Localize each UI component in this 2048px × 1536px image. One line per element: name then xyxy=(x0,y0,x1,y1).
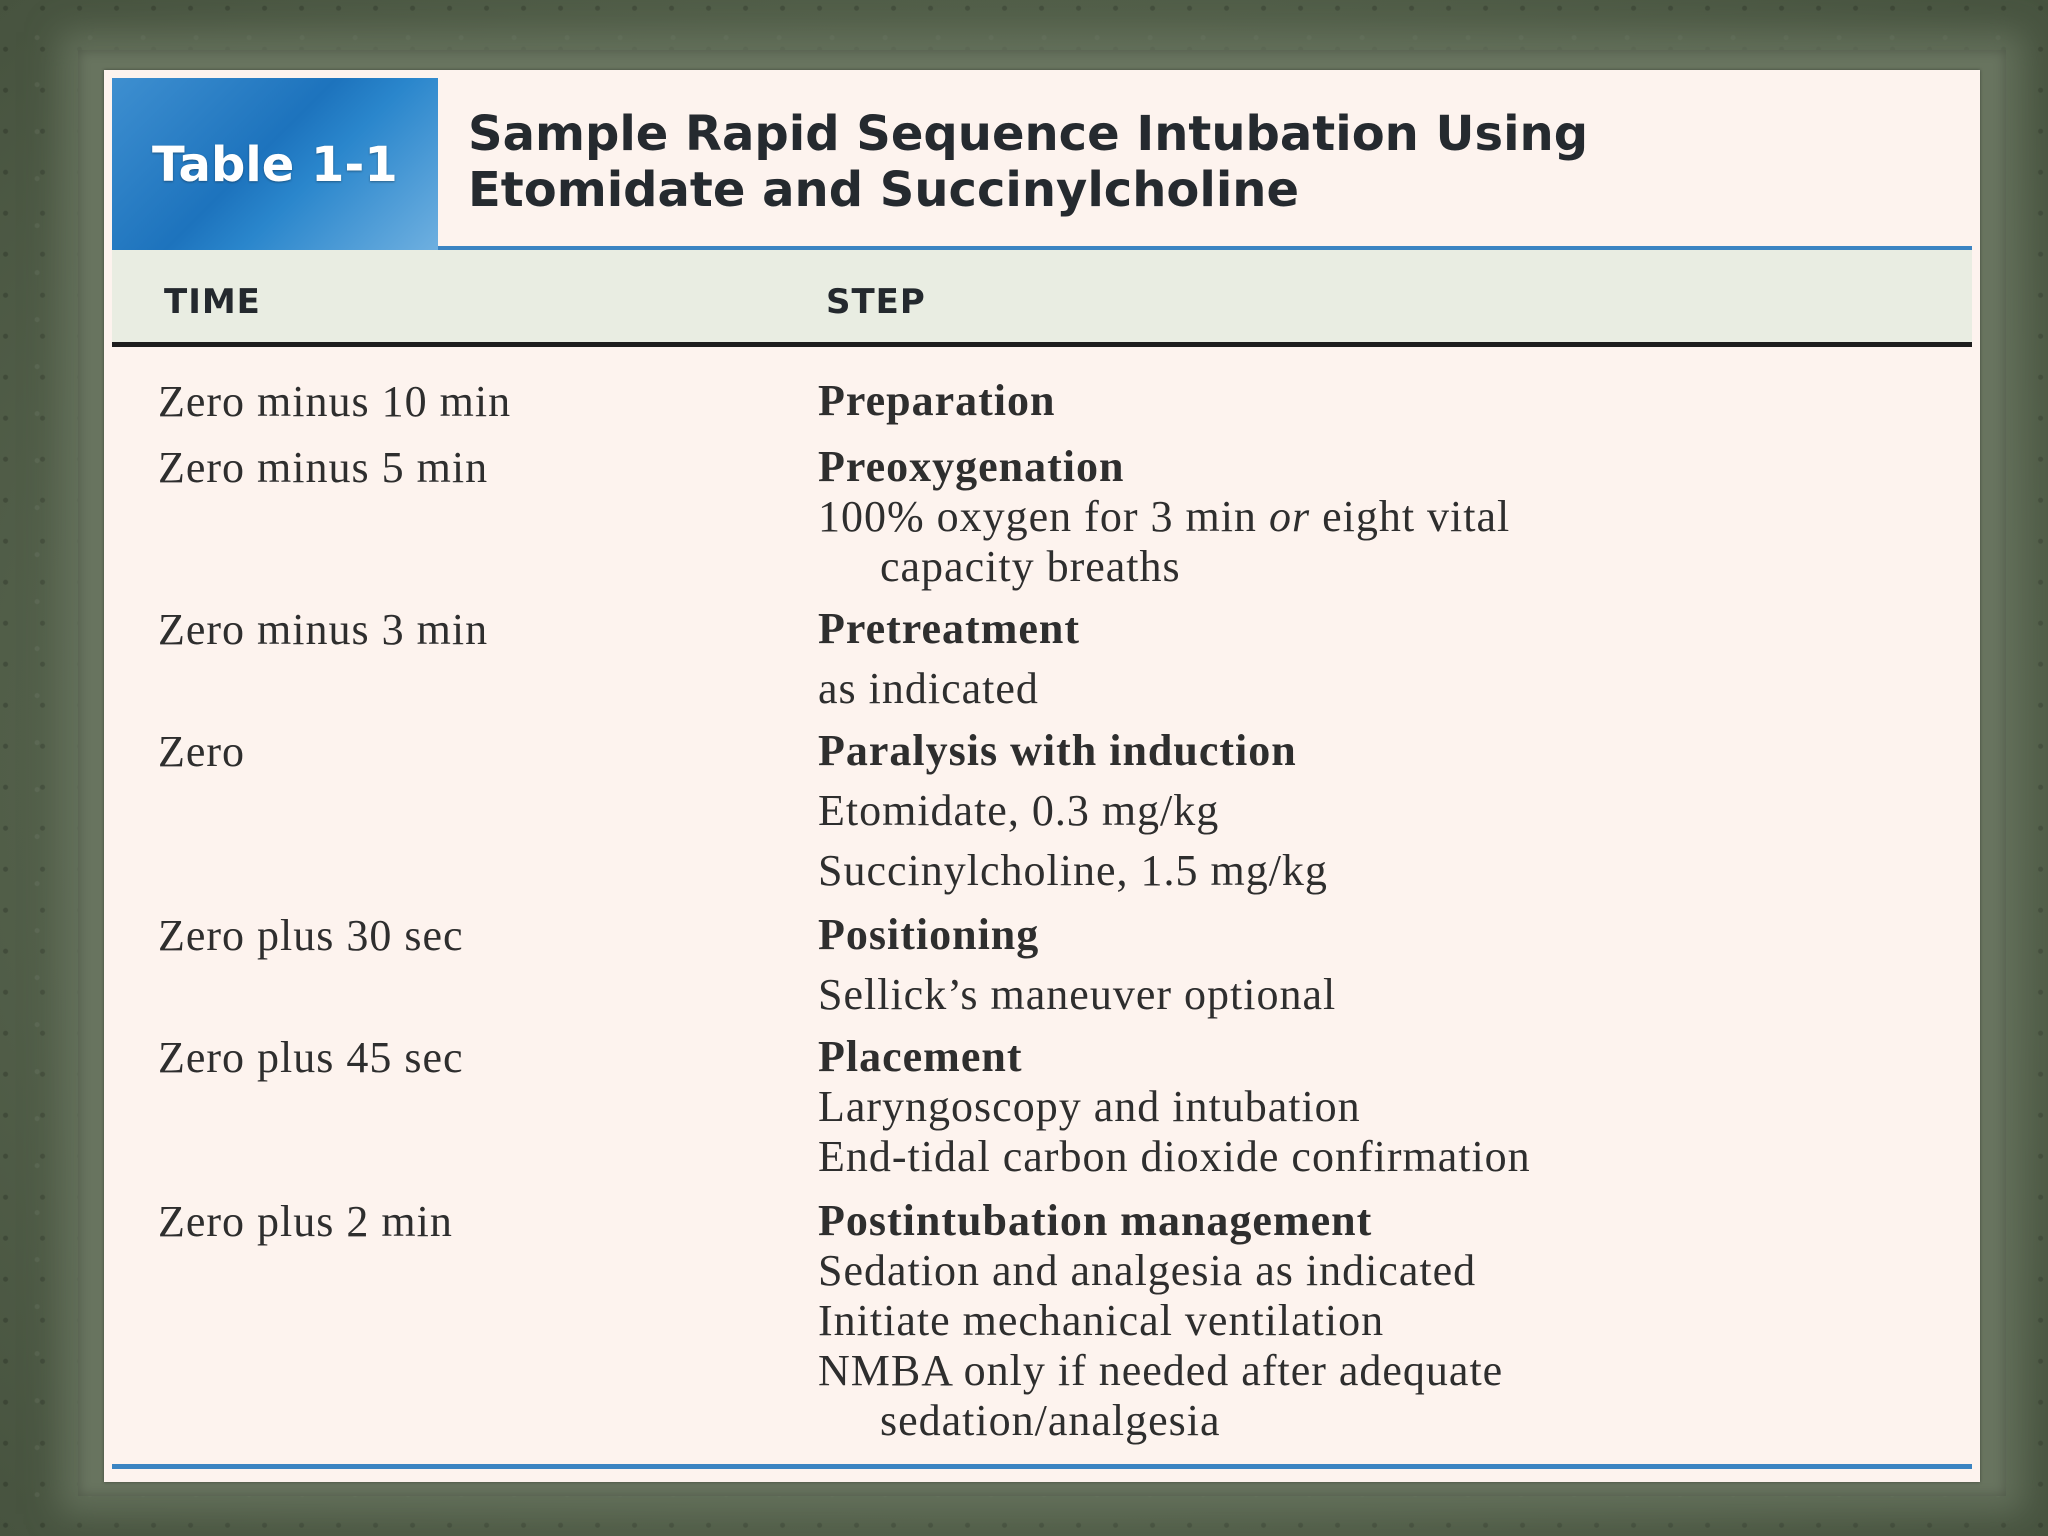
time-cell: Zero minus 10 min xyxy=(158,377,512,426)
table-card xyxy=(104,70,1980,1482)
step-detail: Succinylcholine, 1.5 mg/kg xyxy=(818,846,1328,895)
step-detail: End-tidal carbon dioxide confirmation xyxy=(818,1132,1531,1181)
step-cell xyxy=(818,376,1948,426)
step-detail: as indicated xyxy=(818,664,1039,713)
table-label: Table 1-1 xyxy=(152,137,398,193)
step-detail-text: eight vital xyxy=(1310,492,1511,541)
column-header-time: TIME xyxy=(164,282,261,322)
step-heading: Pretreatment xyxy=(818,604,1081,653)
step-detail: Etomidate, 0.3 mg/kg xyxy=(818,786,1220,835)
step-detail-text: 100% oxygen for 3 min xyxy=(818,492,1269,541)
step-heading: Preoxygenation xyxy=(818,442,1125,491)
step-heading: Postintubation management xyxy=(818,1196,1373,1245)
step-heading: Preparation xyxy=(818,376,1056,425)
column-header-row xyxy=(112,250,1972,342)
time-cell: Zero plus 45 sec xyxy=(158,1033,464,1082)
step-detail-continued: sedation/analgesia xyxy=(880,1396,1221,1445)
header-divider xyxy=(112,342,1972,347)
time-cell: Zero xyxy=(158,727,246,776)
column-header-step: STEP xyxy=(826,282,926,322)
step-detail: Laryngoscopy and intubation xyxy=(818,1082,1361,1131)
bottom-divider xyxy=(112,1464,1972,1469)
step-cell xyxy=(818,442,1948,592)
table-title xyxy=(468,106,1948,218)
step-cell xyxy=(818,604,1948,714)
step-heading: Paralysis with induction xyxy=(818,726,1297,775)
step-detail-continued: capacity breaths xyxy=(880,542,1181,591)
step-detail-italic: or xyxy=(1268,492,1311,541)
time-cell: Zero minus 5 min xyxy=(158,443,489,492)
time-cell: Zero plus 2 min xyxy=(158,1197,453,1246)
step-cell xyxy=(818,726,1948,896)
step-detail: Initiate mechanical ventilation xyxy=(818,1296,1385,1345)
table-title-line1: Sample Rapid Sequence Intubation Using xyxy=(468,106,1589,162)
step-detail: Sellick’s maneuver optional xyxy=(818,970,1337,1019)
step-cell xyxy=(818,1196,1948,1446)
step-detail xyxy=(818,492,1948,542)
table-label-tab xyxy=(112,78,438,252)
time-cell: Zero plus 30 sec xyxy=(158,911,464,960)
step-detail: Sedation and analgesia as indicated xyxy=(818,1246,1477,1295)
step-cell xyxy=(818,1032,1948,1182)
time-cell: Zero minus 3 min xyxy=(158,605,489,654)
step-detail: NMBA only if needed after adequate xyxy=(818,1346,1504,1395)
step-heading: Positioning xyxy=(818,910,1040,959)
step-heading: Placement xyxy=(818,1032,1023,1081)
table-title-line2: Etomidate and Succinylcholine xyxy=(468,162,1300,218)
step-cell xyxy=(818,910,1948,1020)
